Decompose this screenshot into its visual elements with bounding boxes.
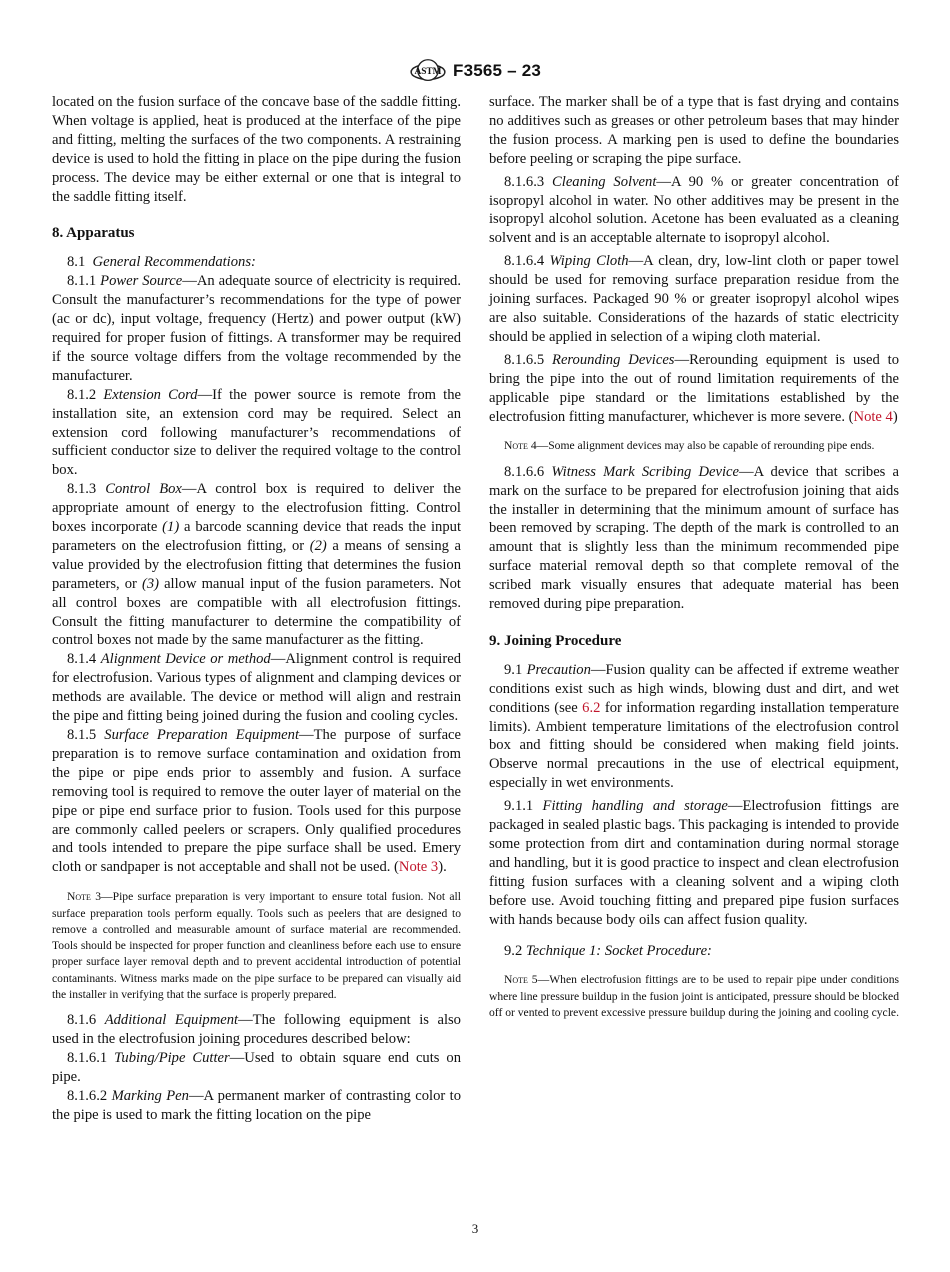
page-number: 3 <box>471 1221 479 1236</box>
note-3-link[interactable]: Note 3 <box>398 859 439 876</box>
para-8-1-6-4: 8.1.6.4 Wiping Cloth—A clean, dry, low-lint cloth or paper towel should be used for removing surface preparation residue from the joining surfaces. Packaged 90 % or greater isopropyl alcohol wipes are also suitable. Considerations of the hazards of static electricity should be applied in selection of a wiping cloth material. <box>489 253 900 345</box>
para-8-1: 8.1 General Recommendations: <box>67 254 256 271</box>
section-9-heading: 9. Joining Procedure <box>489 632 622 649</box>
para-8-1-6-2: 8.1.6.2 Marking Pen—A permanent marker of contrasting color to the pipe is used to mark the fitting location on the pipe <box>52 1087 461 1123</box>
para-8-1-4: 8.1.4 Alignment Device or method—Alignment control is required for electrofusion. Various types of alignment and clamping devices or methods are available. The device or method will align and restrain the pipe and fitting being joined during the fusion and cooling cycles. <box>52 651 461 725</box>
para-8-1-6-1: 8.1.6.1 Tubing/Pipe Cutter—Used to obtain square end cuts on pipe. <box>52 1050 462 1086</box>
para-8-1-3: 8.1.3 Control Box—A control box is required to deliver the appropriate amount of energy to the electrofusion fitting. Control boxes incorporate (1) a barcode scanning device that reads the input parameters on the electrofusion fitting, or (2) a means of sensing a value provided by the electrofusion fitting that determines the fusion parameters, or (3) allow manual input of the fusion parameters. Not all control boxes are compatible with all electrofusion fittings. Consult the fitting manufacturer to determine the compatibility of control boxes not made by the same manufacturer as the fitting. <box>52 481 461 649</box>
section-8-heading: 8. Apparatus <box>52 225 135 242</box>
para-9-2: 9.2 Technique 1: Socket Procedure: <box>504 942 712 959</box>
note-4-link[interactable]: Note 4 <box>853 408 893 425</box>
astm-logo-icon <box>409 56 447 86</box>
section-6-2-link[interactable]: 6.2 <box>582 699 601 716</box>
note-5: Note 5—When electrofusion fittings are to be used to repair pipe under conditions where line pressure buildup in the fusion joint is anticipated, pressure should be blocked off or vented to prevent excessive pressure buildup during the joining and cooling cycle. <box>489 973 900 1020</box>
para-8-1-5: 8.1.5 Surface Preparation Equipment—The purpose of surface preparation is to remove surface contamination and oxidation from the pipe or pipe ends prior to assembly and fusion. A surface removing tool is required to remove the outer layer of material on the pipe or pipe end surface prior to fusion. Tools used for this purpose are commonly called peelers or scrapers. Only qualified procedures and tools intended to prepare the pipe surface shall be used. Emery cloth or sandpaper is not acceptable and shall not be used. (Note 3). <box>52 727 461 876</box>
document-id: F3565 – 23 <box>452 61 541 80</box>
para-8-1-2: 8.1.2 Extension Cord—If the power source is remote from the installation site, an extension cord may be required. Select an extension cord following manufacturer’s recommendations of sufficient conductor size to deliver the required voltage to the control box. <box>52 386 461 479</box>
para-8-1-6-3: 8.1.6.3 Cleaning Solvent—A 90 % or greater concentration of isopropyl alcohol in water. No other additives may be present in the isopropyl alcohol solution. Acetone has been evaluated as a cleaning solvent and is an acceptable alternate to isopropyl alcohol. <box>489 173 899 247</box>
left-column <box>52 93 461 1125</box>
note-3: Note 3—Pipe surface preparation is very important to ensure total fusion. Not all surface preparation tools perform equally. Tools such as peelers that are designed to remove a controlled and measurable amount of surface material are recommended. Tools should be inspected for proper function and cleanliness before each use to ensure proper surface layer removal depth and to prevent accidental introduction of potential contaminants. Witness marks made on the pipe surface to be prepared can visually aid the installer in verifying that the surface is properly prepared. <box>52 890 461 1002</box>
continued-paragraph: surface. The marker shall be of a type that is fast drying and contains no additives such as greases or other petroleum bases that may hinder the fusion process. A marking pen is used to define the boundaries before peeling or scraping the pipe surface. <box>489 94 899 167</box>
para-8-1-6-6: 8.1.6.6 Witness Mark Scribing Device—A device that scribes a mark on the surface to be prepared for electrofusion joining that aids the installer in determining that the minimum amount of surface has been removed by scraping. The depth of the mark is controlled to an amount that is slightly less than the minimum recommended pipe surface material removal depth so that complete removal of the scribed mark visually ensures that adequate material has been removed during pipe preparation. <box>489 463 900 613</box>
svg-text:ASTM: ASTM <box>414 66 442 77</box>
para-8-1-6: 8.1.6 Additional Equipment—The following equipment is also used in the electrofusion joining procedures described below: <box>52 1012 461 1048</box>
note-4: Note 4—Some alignment devices may also be capable of rerounding pipe ends. <box>504 439 875 453</box>
para-9-1: 9.1 Precaution—Fusion quality can be affected if extreme weather conditions exist such as high winds, blowing dust and dirt, and wet conditions (see 6.2 for information regarding installation temperature limits). Ambient temperature limitations of the electrofusion control box and fitting should be considered when making field joints. Observe normal precautions in the use of electrical equipment, especially in wet environments. <box>489 661 899 792</box>
page-header <box>0 56 950 86</box>
right-column <box>489 93 899 1029</box>
para-9-1-1: 9.1.1 Fitting handling and storage—Electrofusion fittings are packaged in sealed plastic bags. This packaging is intended to provide some protection from dirt and contamination during normal storage and handling, but it is good practice to inspect and clean electrofusion fitting fusion surfaces with a cleaning solvent and a wiping cloth before use. Avoid touching fitting and prepared pipe fusion surfaces with hands because body oils can affect fusion quality. <box>489 798 899 928</box>
para-8-1-6-5: 8.1.6.5 Rerounding Devices—Rerounding equipment is used to bring the pipe into the out of round limitation requirements of the applicable pipe standard or the limitations established by the electrofusion fitting manufacturer, whichever is more severe. (Note 4) <box>489 351 899 425</box>
para-8-1-1: 8.1.1 Power Source—An adequate source of electricity is required. Consult the manufacturer’s recommendations for the type of power (ac or dc), input voltage, frequency (Hertz) and power output (kW) required for proper fusion of fittings. A transformer may be required if the source voltage differs from the voltage recommended by the manufacturer. <box>52 273 462 384</box>
intro-paragraph: located on the fusion surface of the concave base of the saddle fitting. When voltage is applied, heat is produced at the interface of the pipe and fitting, melting the surfaces of the two components. A restraining device is used to hold the fitting in place on the pipe during the fusion process. The device may be either external or one that is integral to the saddle fitting itself. <box>52 94 461 205</box>
